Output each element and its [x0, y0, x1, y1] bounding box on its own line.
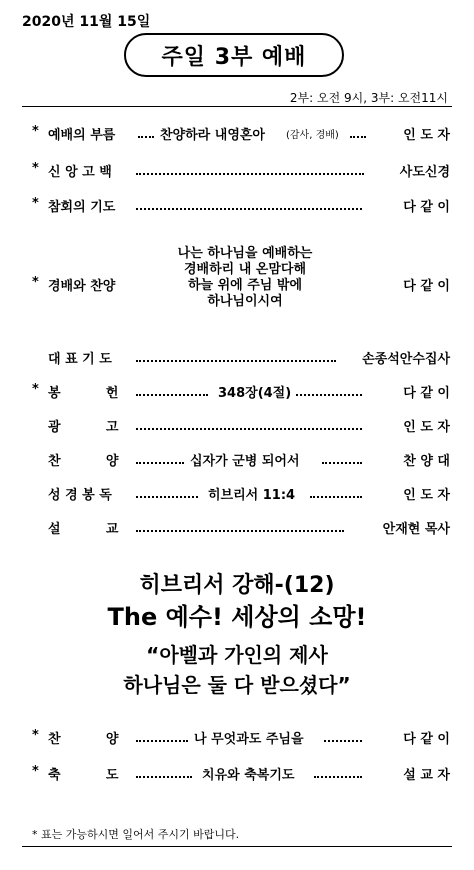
order-row-creed: [0, 161, 474, 181]
order-person: 설 교 자: [403, 768, 450, 783]
order-label: 대 표 기 도: [48, 352, 112, 367]
order-label: 찬 양: [48, 454, 119, 469]
order-row-sermon: [0, 518, 474, 538]
leader-dots: [350, 136, 366, 138]
order-middle: 348장(4절): [218, 386, 292, 401]
lyric-line: 하늘 위에 주님 밖에: [187, 278, 303, 293]
standing-marker: *: [32, 728, 39, 743]
leader-dots: [310, 496, 362, 498]
leader-dots: [136, 394, 208, 396]
bulletin-date: 2020년 11월 15일: [22, 14, 151, 30]
order-row-benediction: [0, 764, 474, 784]
order-middle: 나 무엇과도 주님을: [194, 732, 304, 747]
order-row-closing-hymn: [0, 728, 474, 748]
order-row-confession: [0, 196, 474, 216]
top-divider: [22, 106, 452, 107]
sermon-subtitle-line: 하나님은 둘 다 받으셨다”: [123, 673, 351, 697]
standing-footnote: * 표는 가능하시면 일어서 주시기 바랍니다.: [32, 828, 240, 841]
order-person: 다 같 이: [403, 279, 450, 294]
order-person: 손종석안수집사: [362, 352, 450, 367]
leader-dots: [136, 173, 364, 175]
leader-dots: [314, 776, 362, 778]
leader-dots: [136, 530, 344, 532]
bottom-divider: [22, 846, 452, 847]
order-person: 다 같 이: [403, 732, 450, 747]
leader-dots: [136, 776, 192, 778]
order-note: (감사, 경배): [286, 130, 339, 141]
order-person: 안재현 목사: [382, 522, 450, 537]
order-person: 인 도 자: [403, 488, 450, 503]
leader-dots: [324, 740, 362, 742]
order-row-choir: [0, 450, 474, 470]
standing-marker: *: [32, 275, 39, 290]
order-person: 인 도 자: [403, 420, 450, 435]
order-middle: 십자가 군병 되어서: [190, 454, 300, 469]
leader-dots: [136, 740, 188, 742]
order-label: 찬 양: [48, 732, 119, 747]
order-label: 봉 헌: [48, 386, 119, 401]
leader-dots: [136, 360, 336, 362]
sermon-subtitle: [0, 640, 474, 700]
order-label: 설 교: [48, 522, 119, 537]
standing-marker: *: [32, 382, 39, 397]
order-middle: 치유와 축복기도: [202, 768, 295, 783]
leader-dots: [136, 462, 184, 464]
order-row-scripture: [0, 484, 474, 504]
leader-dots: [138, 136, 154, 138]
order-label: 광 고: [48, 420, 119, 435]
standing-marker: *: [32, 764, 39, 779]
order-label: 성 경 봉 독: [48, 488, 112, 503]
order-person: 사도신경: [399, 165, 450, 180]
order-label: 경배와 찬양: [48, 279, 116, 294]
order-person: 찬 양 대: [403, 454, 450, 469]
order-label: 축 도: [48, 768, 119, 783]
leader-dots: [296, 394, 362, 396]
praise-lyrics: [150, 246, 340, 310]
order-row-announcements: [0, 416, 474, 436]
sermon-subtitle-line: “아벨과 가인의 제사: [146, 643, 328, 667]
leader-dots: [136, 496, 198, 498]
order-label: 참회의 기도: [48, 200, 116, 215]
standing-marker: *: [32, 161, 39, 176]
sermon-title: The 예수! 세상의 소망!: [107, 603, 367, 631]
order-person: 다 같 이: [403, 386, 450, 401]
order-label: 예배의 부름: [48, 128, 116, 143]
order-row-prayer: [0, 348, 474, 368]
order-person: 다 같 이: [403, 200, 450, 215]
order-label: 신 앙 고 백: [48, 165, 112, 180]
order-middle: 히브리서 11:4: [208, 488, 296, 503]
leader-dots: [322, 462, 362, 464]
standing-marker: *: [32, 196, 39, 211]
lyric-line: 나는 하나님을 예배하는: [177, 246, 313, 261]
order-person: 인 도 자: [403, 128, 450, 143]
lyric-line: 경배하리 내 온맘다해: [183, 262, 307, 277]
service-times: 2부: 오전 9시, 3부: 오전11시: [289, 91, 448, 105]
service-title: 주일 3부 예배: [124, 33, 344, 77]
lyric-line: 하나님이시여: [207, 294, 283, 309]
order-row-call-to-worship: [0, 124, 474, 144]
standing-marker: *: [32, 124, 39, 139]
order-middle: 찬양하라 내영혼아: [160, 128, 265, 143]
order-row-offering: [0, 382, 474, 402]
leader-dots: [136, 208, 362, 210]
leader-dots: [136, 428, 362, 430]
sermon-series: 히브리서 강해-(12): [139, 573, 335, 598]
